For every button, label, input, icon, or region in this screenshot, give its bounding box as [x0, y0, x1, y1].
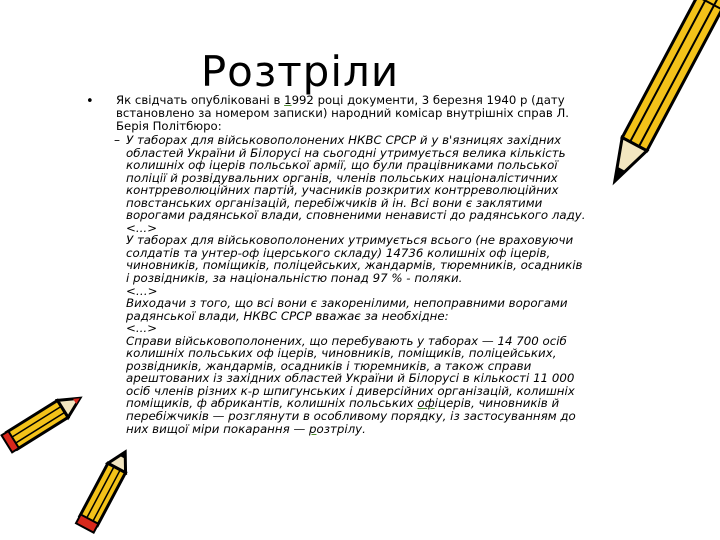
quote-p4-underlined-1: оф — [417, 396, 435, 411]
quote-ellipsis-1: <...> — [126, 220, 158, 235]
pencil-left-lower-icon — [60, 440, 150, 540]
quote-paragraph-3: Виходачи з того, що всі вони є закоренілими, непоправними ворогами радянської влади, НКВС СРСР вважає за необхідне: — [126, 296, 568, 323]
quote-paragraph-2: У таборах для військовополонених утримується всього (не враховуючи солдатів та унтер-оф іцерського складу) 14736 колишніх оф іцерів, чиновників, поміщиків, поліцейських, жандармів, тюремників, осадників і розвідників, за національністю понад 97 % - поляки. — [126, 233, 583, 286]
page-title: Розтріли — [200, 47, 400, 97]
quote-p4-part-1: Справи військовополонених, що перебувають у таборах — 14 700 осіб колишніх польських оф іцерів, чиновників, поміщиків, поліцейських, розвідників, жандармів, осадників і тюремників, а також справи арештованих із західних областей України й Білорусі в кількості 11 000 осіб членів різних к-р шпигунських і диверсійних організацій, колишніх поміщиків, ф абрикантів, колишніх польських — [126, 333, 575, 411]
quote-ellipsis-3: <...> — [126, 321, 158, 336]
quote-p4-part-3: озтрілу. — [316, 421, 366, 436]
dash-icon: – — [114, 133, 120, 147]
intro-text — [116, 94, 578, 132]
pencil-top-right-icon — [596, 0, 720, 200]
intro-underlined-1: 1 — [284, 93, 292, 107]
quote-paragraph-1: У таборах для військовополонених НКВС СРСР й у в'язницях західних областей України й Білорусі на сьогодні утримується велика кількість колишніх оф іцерів польської армії, що були працівниками польської поліції й розвідувальних органів, членів польських націоналістичних контрреволюційних партій, учасників розкритих контрреволюційних повстанських організацій, перебіжчиків й ін. Всі вони є заклятими ворогами радянської влади, сповненими ненависті до радянського ладу. — [126, 133, 586, 223]
quote-ellipsis-2: <…> — [126, 283, 158, 298]
quote-p4-part-2: іцерів, чиновників й перебіжчиків — розглянути в особливому порядку, із застосуванням до них вищої міри покарання — — [126, 396, 576, 436]
quote-p4-underlined-2: р — [309, 421, 317, 436]
intro-part-1: Як свідчать опубліковані в — [116, 93, 285, 107]
quote-block — [114, 133, 586, 436]
intro-part-2: 992 році документи, 3 березня 1940 р (дату встановлено за номером записки) народний комісар внутрішніх справ Л. Берія Політбюро: — [116, 93, 569, 133]
quote-paragraph-4 — [126, 335, 586, 435]
quote-text — [126, 134, 586, 435]
bullet-icon: • — [86, 94, 94, 109]
